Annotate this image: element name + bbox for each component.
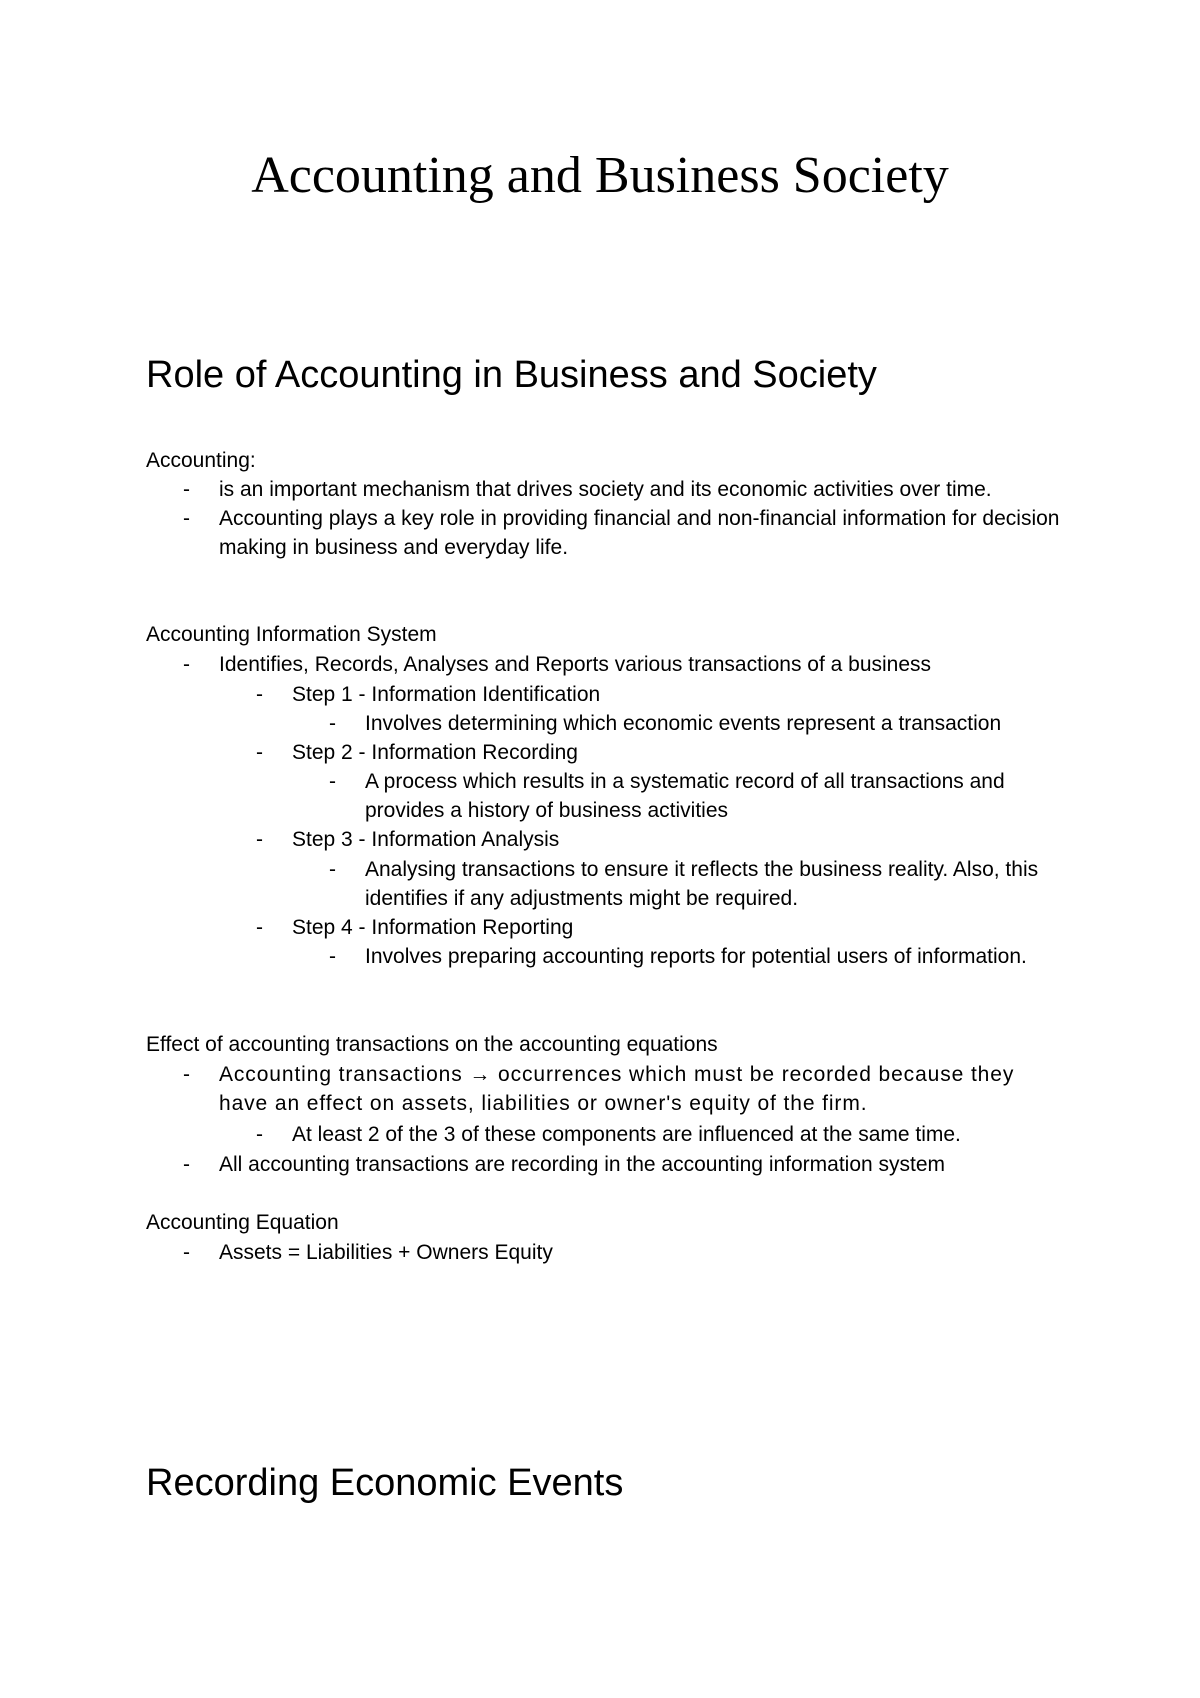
list-item bbox=[183, 650, 1069, 679]
bullet-dash: - bbox=[256, 1123, 263, 1146]
list-item bbox=[183, 1060, 1069, 1118]
bullet-dash: - bbox=[329, 770, 336, 793]
step-detail-1 bbox=[329, 709, 1069, 738]
list-item-text: Accounting transactions → occurrences which must be recorded because they have an effect on assets, liabilities or owner's equity of the firm. bbox=[219, 1063, 1015, 1115]
bullet-dash: - bbox=[256, 683, 263, 706]
list-item-text: Accounting plays a key role in providing financial and non-financial information for decision making in business and everyday life. bbox=[219, 507, 1060, 559]
step-item-3 bbox=[256, 825, 1069, 854]
group-label-accounting-equation: Accounting Equation bbox=[146, 1211, 339, 1234]
step-item-2 bbox=[256, 738, 1069, 767]
bullet-dash: - bbox=[183, 478, 190, 501]
bullet-dash: - bbox=[329, 945, 336, 968]
section-heading-recording-economic-events: Recording Economic Events bbox=[146, 1462, 624, 1504]
list-item bbox=[256, 1120, 1069, 1149]
list-item-text: At least 2 of the 3 of these components are influenced at the same time. bbox=[292, 1123, 961, 1146]
step-label: Step 2 - Information Recording bbox=[292, 741, 578, 764]
document-title: Accounting and Business Society bbox=[251, 147, 949, 204]
bullet-dash: - bbox=[183, 1153, 190, 1176]
group-label-accounting: Accounting: bbox=[146, 449, 256, 472]
bullet-dash: - bbox=[256, 741, 263, 764]
step-detail-text: Involves preparing accounting reports for potential users of information. bbox=[365, 945, 1027, 968]
step-detail-3 bbox=[329, 855, 1069, 913]
bullet-dash: - bbox=[183, 1063, 191, 1086]
bullet-dash: - bbox=[183, 507, 190, 530]
list-item-text: Identifies, Records, Analyses and Reports various transactions of a business bbox=[219, 653, 932, 676]
step-item-4 bbox=[256, 913, 1069, 942]
step-detail-4 bbox=[329, 942, 1069, 971]
step-detail-text: Analysing transactions to ensure it reflects the business reality. Also, this identifies if any adjustments might be required. bbox=[365, 858, 1039, 910]
group-label-effect-of-transactions: Effect of accounting transactions on the accounting equations bbox=[146, 1033, 718, 1056]
step-detail-text: Involves determining which economic events represent a transaction bbox=[365, 712, 1002, 735]
list-item bbox=[183, 1238, 1069, 1267]
list-item bbox=[183, 504, 1069, 562]
bullet-dash: - bbox=[256, 916, 263, 939]
step-detail-text: A process which results in a systematic record of all transactions and provides a history of business activities bbox=[365, 770, 1005, 822]
bullet-dash: - bbox=[183, 1241, 190, 1264]
list-item bbox=[183, 1150, 1069, 1179]
bullet-dash: - bbox=[183, 653, 190, 676]
bullet-dash: - bbox=[329, 712, 336, 735]
group-label-accounting-information-system: Accounting Information System bbox=[146, 623, 437, 646]
section-heading-role-of-accounting: Role of Accounting in Business and Society bbox=[146, 354, 877, 396]
step-label: Step 4 - Information Reporting bbox=[292, 916, 574, 939]
list-item-text: All accounting transactions are recording in the accounting information system bbox=[219, 1153, 946, 1176]
step-label: Step 1 - Information Identification bbox=[292, 683, 601, 706]
bullet-dash: - bbox=[256, 828, 263, 851]
list-item bbox=[183, 475, 1069, 504]
step-detail-2 bbox=[329, 767, 1069, 825]
bullet-dash: - bbox=[329, 858, 336, 881]
step-item-1 bbox=[256, 680, 1069, 709]
step-label: Step 3 - Information Analysis bbox=[292, 828, 560, 851]
list-item-text: is an important mechanism that drives society and its economic activities over time. bbox=[219, 478, 992, 501]
list-item-text: Assets = Liabilities + Owners Equity bbox=[219, 1241, 553, 1264]
